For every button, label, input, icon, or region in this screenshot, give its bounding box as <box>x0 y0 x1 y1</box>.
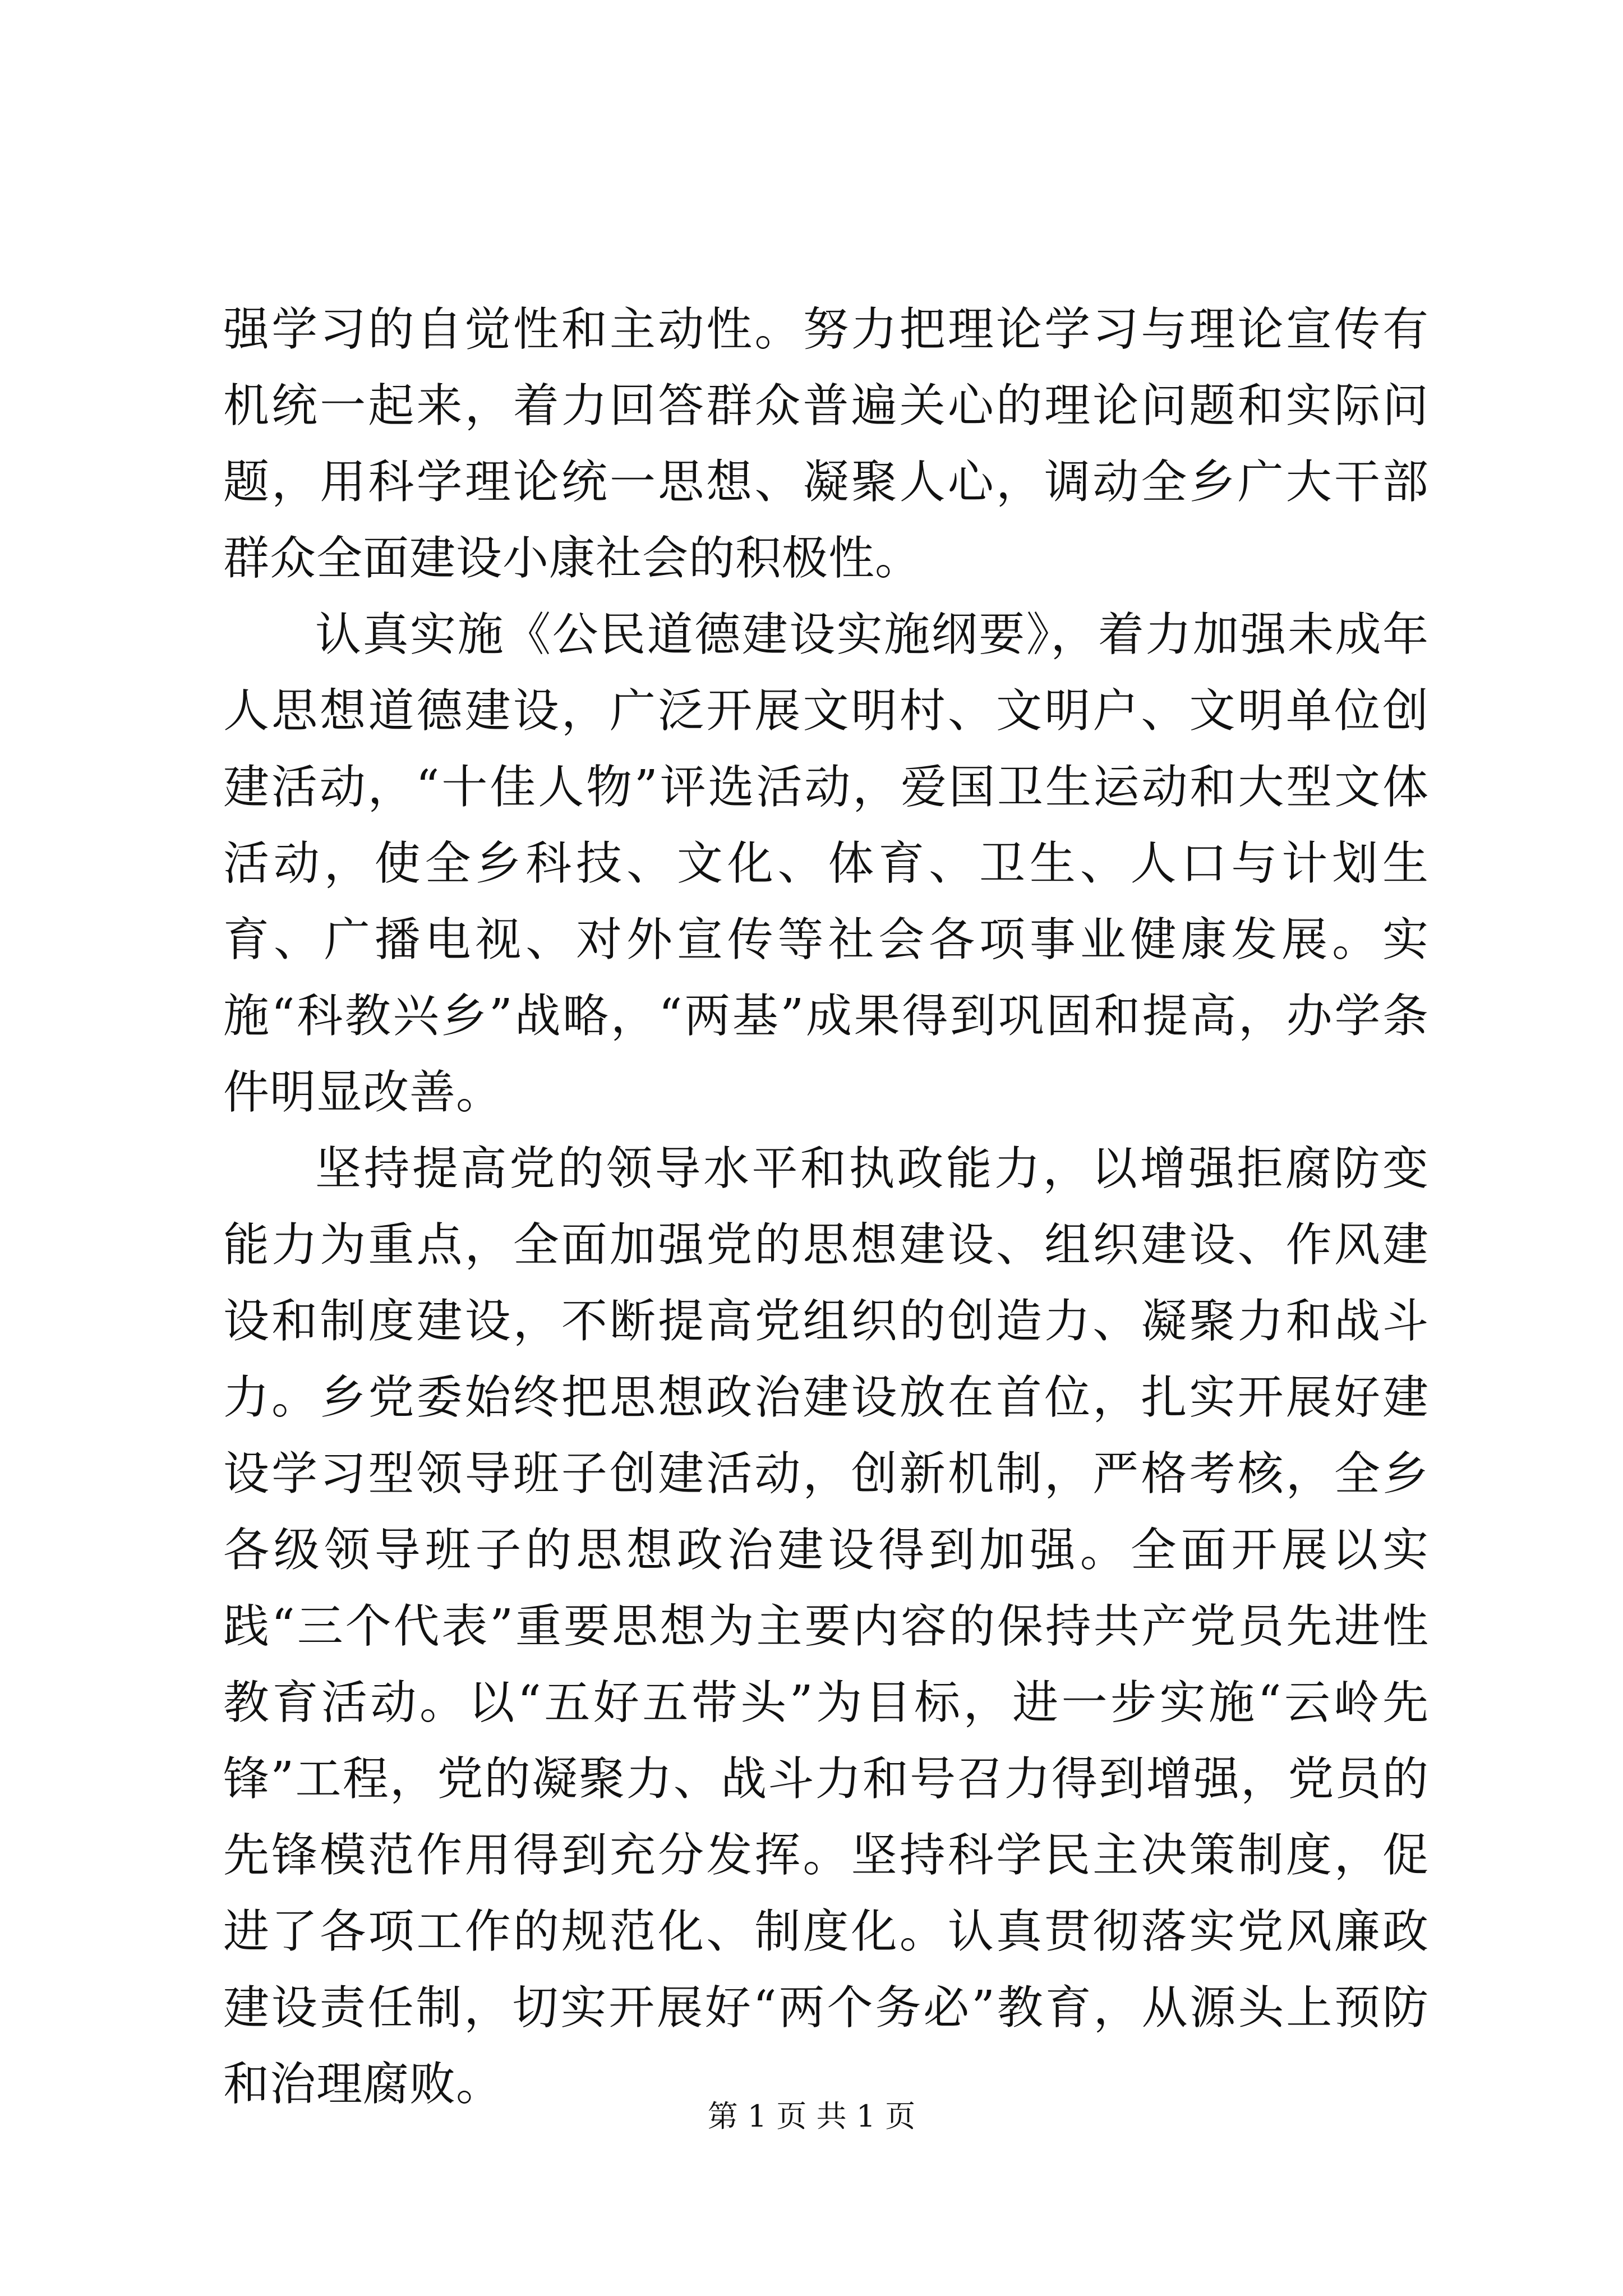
page-footer: 第 1 页 共 1 页 <box>707 2099 916 2134</box>
paragraph-moral-construction: 认真实施《公民道德建设实施纲要》，着力加强未成年人思想道德建设，广泛开展文明村、文明户、文明单位创建活动，“十佳人物”评选活动，爱国卫生运动和大型文体活动，使全乡科技、文化、体育、卫生、人口与计划生育、广播电视、对外宣传等社会各项事业健康发展。实施“科教兴乡”战略，“两基”成果得到巩固和提高，办学条件明显改善。 <box>223 608 1429 1119</box>
paragraph-continuation: 强学习的自觉性和主动性。努力把理论学习与理论宣传有机统一起来，着力回答群众普遍关心的理论问题和实际问题，用科学理论统一思想、凝聚人心，调动全乡广大干部群众全面建设小康社会的积极性。 <box>223 303 1429 585</box>
document-body <box>223 292 1429 2123</box>
paragraph-party-building: 坚持提高党的领导水平和执政能力，以增强拒腐防变能力为重点，全面加强党的思想建设、组织建设、作风建设和制度建设，不断提高党组织的创造力、凝聚力和战斗力。乡党委始终把思想政治建设放在首位，扎实开展好建设学习型领导班子创建活动，创新机制，严格考核，全乡各级领导班子的思想政治建设得到加强。全面开展以实践“三个代表”重要思想为主要内容的保持共产党员先进性教育活动。以“五好五带头”为目标，进一步实施“云岭先锋”工程，党的凝聚力、战斗力和号召力得到增强，党员的先锋模范作用得到充分发挥。坚持科学民主决策制度，促进了各项工作的规范化、制度化。认真贯彻落实党风廉政建设责任制，切实开展好“两个务必”教育，从源头上预防和治理腐败。 <box>223 1142 1429 2111</box>
